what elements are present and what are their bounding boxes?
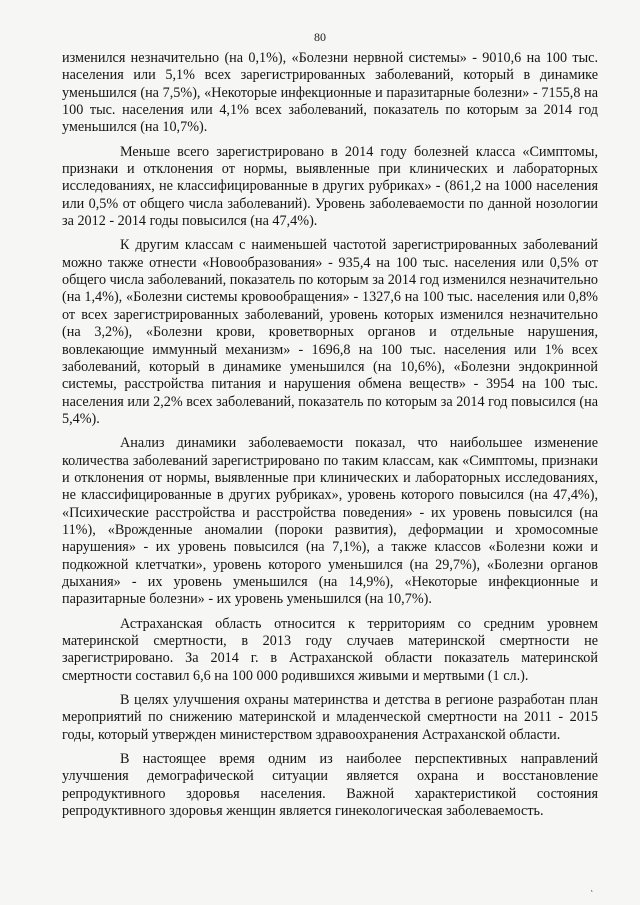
body-text [62, 50, 598, 827]
paragraph-3: К другим классам с наименьшей частотой зарегистрированных заболеваний можно также отнести «Новообразования» - 935,4 на 100 тыс. населения или 0,5% от общего числа заболеваний, показатель по которым за 2014 год изменился незначительно (на 1,4%), «Болезни системы кровообращения» - 1327,6 на 100 тыс. населения или 0,8% от всех зарегистрированных заболеваний, уровень которых изменился незначительно (на 3,2%), «Болезни крови, кроветворных органов и отдельные нарушения, вовлекающие иммунный механизм» - 1696,8 на 100 тыс. населения или 1% всех заболеваний, который в динамике уменьшился (на 10,6%), «Болезни эндокринной системы, расстройства питания и нарушения обмена веществ» - 3954 на 100 тыс. населения или 2,2% всех заболеваний, показатель по которым за 2014 год повысился (на 5,4%). [62, 237, 598, 427]
paragraph-1: изменился незначительно (на 0,1%), «Болезни нервной системы» - 9010,6 на 100 тыс. населения или 5,1% всех зарегистрированных заболеваний, который в динамике уменьшился (на 7,5%), «Некоторые инфекционные и паразитарные болезни» - 7155,8 на 100 тыс. населения или 4,1% всех заболеваний, показатель по которым за 2014 год уменьшился (на 10,7%). [62, 50, 598, 136]
paragraph-7: В настоящее время одним из наиболее перспективных направлений улучшения демографической ситуации является охрана и восстановление репродуктивного здоровья населения. Важной характеристикой состояния репродуктивного здоровья женщин является гинекологическая заболеваемость. [62, 751, 598, 820]
page-number: 80 [314, 30, 326, 44]
paragraph-4: Анализ динамики заболеваемости показал, что наибольшее изменение количества заболеваний зарегистрировано по таким классам, как «Симптомы, признаки и отклонения от нормы, выявленные при клинических и лабораторных исследованиях, не классифицированные в других рубриках», уровень которого повысился (на 47,4%), «Психические расстройства и расстройства поведения» - их уровень повысился (на 11%), «Врожденные аномалии (пороки развития), деформации и хромосомные нарушения» - их уровень повысился (на 7,1%), а также классов «Болезни кожи и подкожной клетчатки», уровень которого уменьшился (на 29,7%), «Болезни органов дыхания» - их уровень уменьшился (на 14,9%), «Некоторые инфекционные и паразитарные болезни» - их уровень уменьшился (на 10,7%). [62, 435, 598, 608]
paragraph-2: Меньше всего зарегистрировано в 2014 году болезней класса «Симптомы, признаки и отклонения от нормы, выявленные при клинических и лабораторных исследованиях, не классифицированные в других рубриках» - (861,2 на 1000 населения или 0,5% от общего числа заболеваний). Уровень заболеваемости по данной нозологии за 2012 - 2014 годы повысился (на 47,4%). [62, 143, 598, 230]
scan-corner-mark: ˛ [589, 883, 594, 893]
paragraph-5: Астраханская область относится к территориям со средним уровнем материнской смертности, в 2013 году случаев материнской смертности не зарегистрировано. За 2014 г. в Астраханской области показатель материнской смертности составил 6,6 на 100 000 родившихся живыми и мертвыми (1 сл.). [62, 615, 598, 684]
paragraph-6: В целях улучшения охраны материнства и детства в регионе разработан план мероприятий по снижению материнской и младенческой смертности на 2011 - 2015 годы, который утвержден министерством здравоохранения Астраханской области. [62, 692, 598, 743]
